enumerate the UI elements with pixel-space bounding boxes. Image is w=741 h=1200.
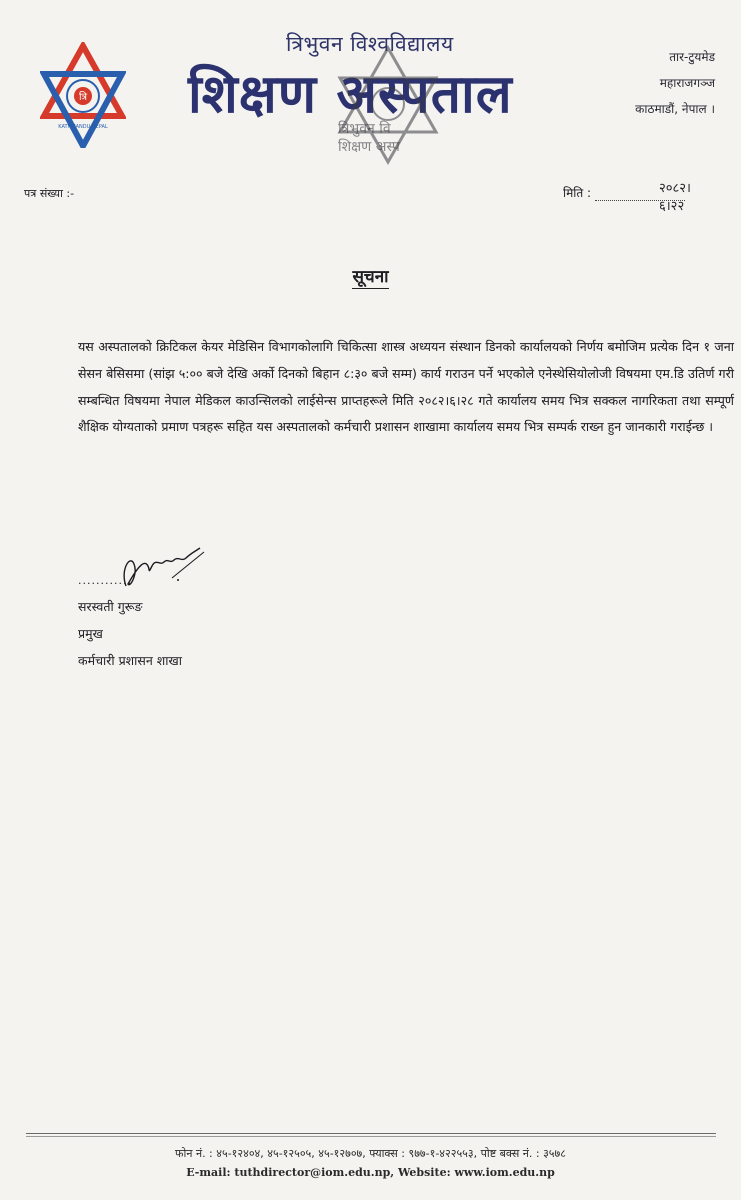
date-label: मिति : xyxy=(563,186,592,200)
svg-text:त्रि: त्रि xyxy=(78,92,88,103)
notice-title: सूचना xyxy=(352,267,389,287)
date-field xyxy=(563,181,691,214)
tribhuvan-university-logo xyxy=(40,42,126,148)
signature-dots: ............ xyxy=(78,574,132,587)
hospital-address xyxy=(635,44,715,122)
address-line-2: महाराजगञ्ज xyxy=(659,76,715,90)
logo-text: KATHMANDU NEPAL xyxy=(58,124,108,130)
university-name: त्रिभुवन विश्वविद्यालय xyxy=(286,32,454,56)
address-line-1: तार-टुयमेड xyxy=(669,50,715,64)
footer-divider-secondary xyxy=(26,1136,716,1137)
date-value: २०८२।६।२२ xyxy=(659,181,691,214)
footer-contact-email: E-mail: tuthdirector@iom.edu.np, Website: www.iom.edu.np xyxy=(186,1166,555,1179)
reference-number-label: पत्र संख्या :- xyxy=(24,187,75,200)
stamp-text: त्रिभुवन वि शिक्षण अस्प xyxy=(338,121,400,155)
handwritten-signature xyxy=(112,540,212,596)
hospital-name: शिक्षण अस्पताल xyxy=(188,64,513,125)
signatory-designation: प्रमुख xyxy=(78,626,103,641)
signatory-name: सरस्वती गुरूङ xyxy=(78,599,143,614)
address-line-3: काठमाडौं, नेपाल । xyxy=(635,102,715,116)
footer-contact-phone: फोन नं. : ४५-१२४०४, ४५-१२५०५, ४५-१२७०७, फ्याक्स : ९७७-१-४२२५५३, पोष्ट बक्स नं. : ३५७८ xyxy=(175,1147,566,1160)
notice-body: यस अस्पतालको क्रिटिकल केयर मेडिसिन विभागकोलागि चिकित्सा शास्त्र अध्ययन संस्थान डिनको कार्यालयको निर्णय बमोजिम प्रत्येक दिन १ जना सेसन बेसिसमा (सांझ ५:०० बजे देखि अर्को दिनको बिहान ८:३० बजे सम्म) कार्य गराउन पर्ने भएकोले एनेस्थेसियोलोजी विषयमा एम.डि उतिर्ण गरी सम्बन्धित विषयमा नेपाल मेडिकल काउन्सिलको लाईसेन्स प्राप्तहरूले मिति २०८२।६।२८ गते कार्यालय समय भित्र सक्कल नागरिकता तथा सम्पूर्ण शैक्षिक योग्यताको प्रमाण पत्रहरू सहित यस अस्पतालको कर्मचारी प्रशासन शाखामा कार्यालय समय भित्र सम्पर्क राख्न हुन जानकारी गराईन्छ । xyxy=(78,339,734,435)
footer-divider xyxy=(26,1133,716,1134)
signatory-department: कर्मचारी प्रशासन शाखा xyxy=(78,653,182,668)
signatory-block xyxy=(78,593,182,674)
